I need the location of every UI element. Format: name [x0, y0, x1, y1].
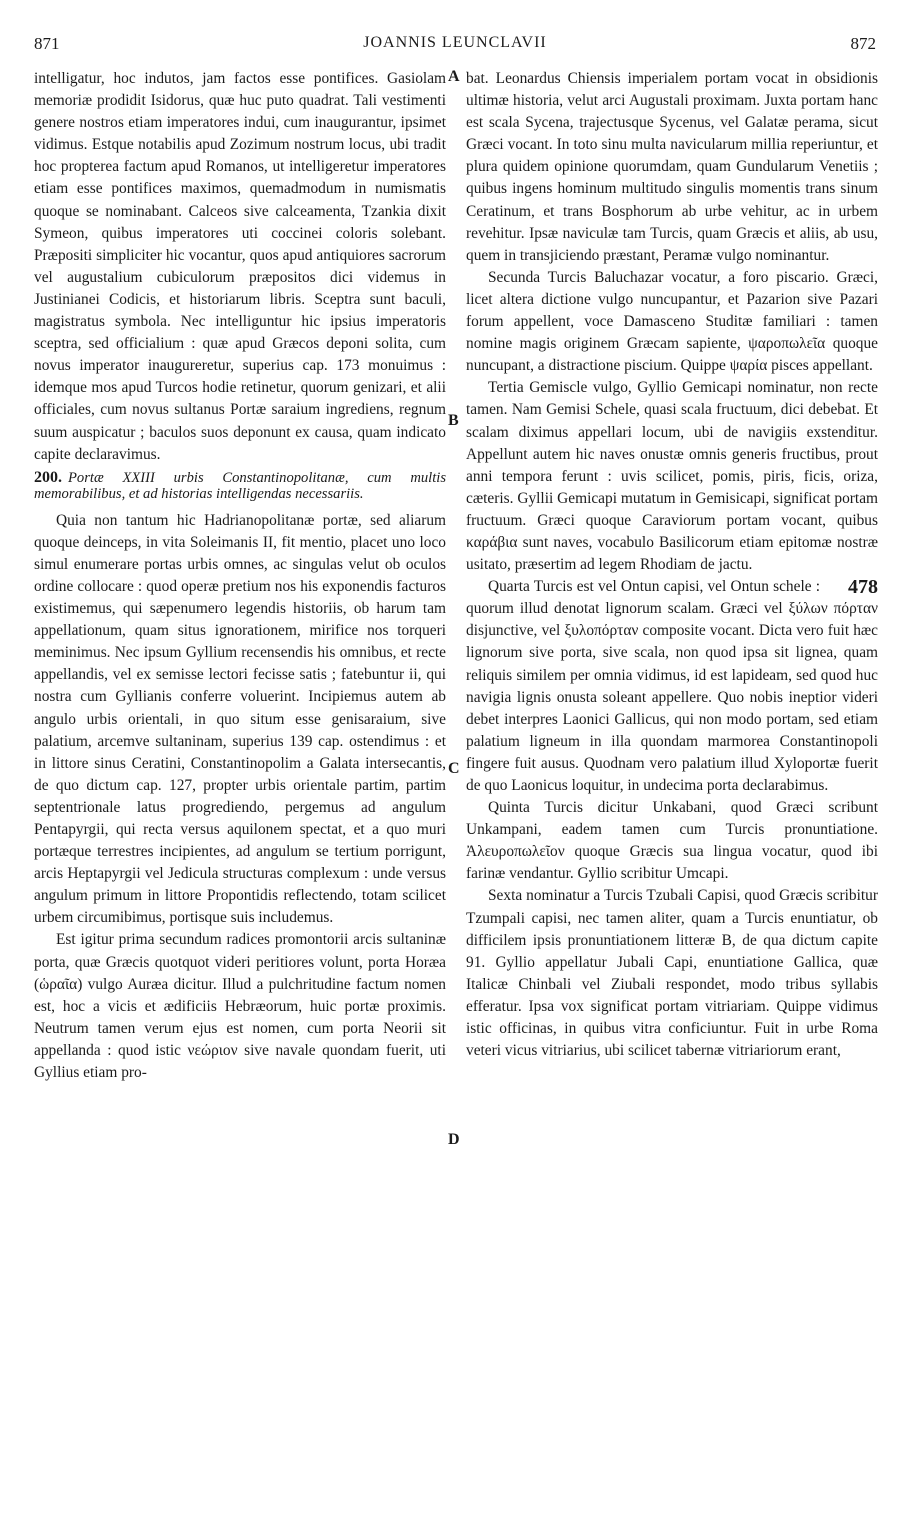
- right-paragraph-2: Secunda Turcis Baluchazar vocatur, a foro piscario. Græci, licet altera dictione vulgo nuncupantur, et Pazarion sive Pazari forum appellent, voce Damasceno Studitæ familiari : tamen nomine magis originem Græcam sapiente, ψαροπωλεῖα quoque nuncupant, a distractione piscium. Quippe ψαρία pisces appellant.: [466, 268, 878, 375]
- margin-letter-c: C: [448, 760, 460, 777]
- section-number: 200.: [34, 468, 62, 486]
- left-column: [34, 68, 446, 1084]
- right-column: [466, 68, 878, 1062]
- section-title: Portæ XXIII urbis Constantinopolitanæ, cum multis memorabilibus, et ad historias intelligendas necessariis.: [34, 469, 446, 502]
- left-paragraph-3: Est igitur prima secundum radices promontorii arcis sultaninæ porta, quæ Græcis quotquot videri peritiores volunt, porta Horæa (ὡραῖα) vulgo Auræa dicitur. Illud a pulchritudine factum nomen est, hoc a vicis et ædificiis Hebræorum, huic portæ proximis. Neutrum tamen verum ejus est nomen, cum porta Neorii sit appellanda : quod istic νεώριον sive navale quondam fuerit, uti Gyllius etiam pro-: [34, 931, 446, 1082]
- running-title: JOANNIS LEUNCLAVII: [363, 34, 547, 51]
- left-paragraph-1: intelligatur, hoc indutos, jam factos esse pontifices. Gasiolam memoriæ prodidit Isidorus, quæ huc puto quadrat. Tali vestimenti genere nostros etiam imperatores indui, cum inaugurantur, ipsimet vidimus. Estque notabilis apud Zozimum nostrum locus, ubi tradit hoc propterea factum apud Romanos, ut intelligeretur imperatores etiam esse pontifices maximos, quemadmodum in numismatis quoque se nominabant. Calceos sive calceamenta, Tzankia dixit Symeon, quibus imperatores uti coccinei coloris solebant. Præpositi simpliciter hic vocantur, quos apud antiquiores sacrorum vel augustalium cubiculorum præpositos dici videmus in Justinianei Codicis, et historiarum libris. Sceptra sunt baculi, magistratus symbola. Nec intelliguntur hic ipsius imperatoris sceptra, sed officialium : quæ apud Græcos deponi solita, cum novus imperator inaugureretur, superius cap. 173 monuimus : idemque mos apud Turcos hodie retinetur, quorum genizari, et alii officiales, cum novus sultanus Portæ saraium ingrediens, regnum suum auspicatur ; baculos suos deponunt ex causa, quam indicato capite declaravimus.: [34, 70, 446, 463]
- right-paragraph-5: Quinta Turcis dicitur Unkabani, quod Græci scribunt Unkampani, eadem tamen cum Turcis pronuntiatione. Ἀλευροπωλεῖον quoque Græcis sua lingua vocatur, quod ibi farinæ vendantur. Gyllio scribitur Umcapi.: [466, 799, 878, 883]
- right-paragraph-3: Tertia Gemiscle vulgo, Gyllio Gemicapi nominatur, non recte tamen. Nam Gemisi Schele, quasi scala fructuum, dici debebat. Et scalam diximus appellari locum, ubi de navigiis exstenditur. Appellunt autem hic naves onustæ omnis generis fructibus, prout anni tempora ferunt : uvis scilicet, pomis, piris, ficis, oriza, cæteris. Gyllii Gemicapi mutatum in Gemisicapi, significat portam fructuum. Græci quoque Caraviorum portam vocant, quibus καράβια sunt naves, vocabulo Basilicorum etiam epitomæ nostræ usitato, præsertim ad legem Rhodiam de jactu.: [466, 379, 878, 574]
- right-paragraph-4-text: Quarta Turcis est vel Ontun capisi, vel Ontun schele : quorum illud denotat lignorum scalam. Græci vel ξύλων πόρταν disjunctive, vel ξυλοπόρταν composite vocant. Dicta vero fuit hæc lignorum sive porta, sive scala, non quod ipsa sit lignea, quam reliquis similem per omnia vidimus, id est lapideam, sed quod huc navigia lignis onusta soleant appellere. Quo nobis ineptior videri debet interpres Laonici Gallicus, qui non modo portam, sed etiam palatium ligneum in illa quondam marmorea Constantinopoli fingere fuit ausus. Quodnam vero palatium illud Xyloportæ fuerit de quo Laonicus loquitur, in undecima porta declarabimus.: [466, 578, 878, 794]
- margin-letter-d: D: [448, 1131, 460, 1148]
- right-paragraph-6: Sexta nominatur a Turcis Tzubali Capisi, quod Græcis scribitur Tzumpali capisi, nec tamen aliter, quam a Turcis enuntiatur, ob difficilem ipsis pronuntiationem litteræ B, de qua dictum capite 91. Gyllio appellatur Jubali Capi, enuntiatione Gallica, quæ Italicæ Chinbali vel Ziubali respondet, modo tribus syllabis efferatur. Ipsa vox significat portam vitriariam. Quippe vidimus istic officinas, in quibus vitra conficiuntur. Fuit in urbe Roma veteri vicus vitriarius, ubi scilicet tabernæ vitriariorum erant,: [466, 887, 878, 1060]
- margin-letter-a: A: [448, 68, 460, 85]
- right-paragraph-1: bat. Leonardus Chiensis imperialem portam vocat in obsidionis ultimæ historia, velut arci Augustali proximam. Juxta portam hanc est scala Sycena, trajectusque Sycenus, vel Galatæ perama, sicut Græci vocant. In toto sinu multa navicularum millia reperiuntur, et plura quidem opinione quorumdam, quam Gundularum Venetiis ; quibus ingens hominum multitudo singulis momentis trans sinum Ceratinum, et trans Bosphorum ab urbe vehitur, ac in urbem revehitur. Ipsæ naviculæ tam Turcis, quam Græcis et aliis, ab usu, quem in transjiciendo præstant, Peramæ vulgo nominantur.: [466, 70, 878, 264]
- left-page-number: 871: [34, 34, 60, 53]
- right-paragraph-4: [466, 576, 878, 797]
- section-heading: [34, 470, 446, 502]
- margin-letter-b: B: [448, 412, 459, 429]
- left-paragraph-2: Quia non tantum hic Hadrianopolitanæ portæ, sed aliarum quoque deinceps, in vita Soleimanis II, fit mentio, placet uno loco simul enumerare portas urbis omnes, ac singulas velut ob oculos ordine collocare : quod operæ pretium nos his exponendis facturos existimemus, qui sæpenumero legendis historiis, ob harum tam appellationum, quam situs ignorationem, mirifice nos torqueri meminimus. Nec ipsum Gyllium recensendis his omnibus, et recte appellandis, vel ex semisse lectori fecisse satis ; fatebuntur ii, qui nostra cum Gyllianis conferre voluerint. Incipiemus autem ab angulo urbis orientali, in quo situm esse genisaraium, sive palatium, arcemve sultaninam, superius 139 cap. ostendimus : et in littore sinus Ceratini, Constantinopolim a Galata intersecantis, de quo dictum cap. 127, propter urbis orientale partim, partim septentrionale latus progrediendo, pergemus ad angulum Pentapyrgii, qui recta versus aquilonem spectat, et a quo muri portæque terrestres incipientes, ad angulum se tertium porrigunt, arcis Heptapyrgii vel Jedicula structuras complexum : unde versus angulum primum in littore Propontidis reflectendo, totam scilicet urbem circumibimus, portisque suis includemus.: [34, 511, 446, 927]
- margin-number: 478: [848, 576, 878, 599]
- page-header: [34, 34, 876, 58]
- right-page-number: 872: [850, 34, 876, 53]
